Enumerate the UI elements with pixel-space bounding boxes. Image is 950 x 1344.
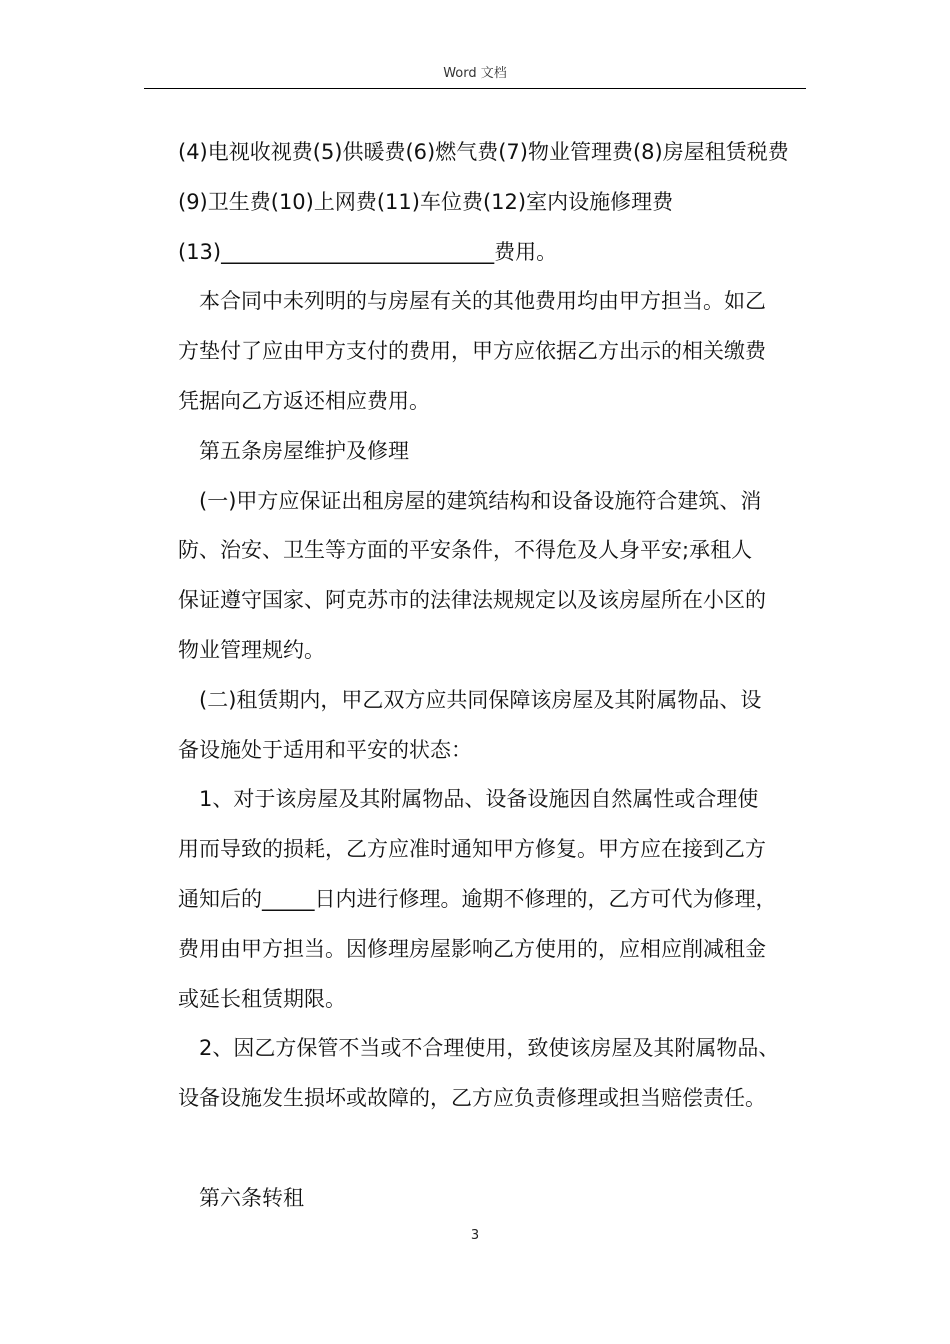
paragraph-spacer xyxy=(178,1124,818,1174)
section-heading: 第六条转租 xyxy=(199,1185,304,1210)
paragraph-line: (一)甲方应保证出租房屋的建筑结构和设备设施符合建筑、消 xyxy=(199,488,762,513)
body-line: 物业管理规约。 xyxy=(178,637,325,662)
paragraph-line: 1、对于该房屋及其附属物品、设备设施因自然属性或合理使 xyxy=(199,787,759,812)
header-divider xyxy=(144,88,806,89)
body-line: (4)电视收视费(5)供暖费(6)燃气费(7)物业管理费(8)房屋租赁税费 xyxy=(178,140,789,164)
body-line: (13)__________________________费用。 xyxy=(178,239,558,264)
body-line: 方垫付了应由甲方支付的费用，甲方应依据乙方出示的相关缴费 xyxy=(178,339,766,364)
paragraph-line: (二)租赁期内，甲乙双方应共同保障该房屋及其附属物品、设 xyxy=(199,687,762,712)
body-line: 防、治安、卫生等方面的平安条件，不得危及人身平安;承租人 xyxy=(178,538,753,563)
body-line: 或延长租赁期限。 xyxy=(178,986,346,1011)
body-line: 设备设施发生损坏或故障的，乙方应负责修理或担当赔偿责任。 xyxy=(178,1086,766,1111)
section-heading: 第五条房屋维护及修理 xyxy=(199,438,409,463)
body-line: 备设施处于适用和平安的状态： xyxy=(178,737,472,762)
body-line: 凭据向乙方返还相应费用。 xyxy=(178,388,430,413)
body-line: 费用由甲方担当。因修理房屋影响乙方使用的，应相应削减租金 xyxy=(178,936,766,961)
body-line: 保证遵守国家、阿克苏市的法律法规规定以及该房屋所在小区的 xyxy=(178,588,766,613)
page-number: 3 xyxy=(470,1228,480,1243)
body-line: 用而导致的损耗，乙方应准时通知甲方修复。甲方应在接到乙方 xyxy=(178,837,766,862)
document-body xyxy=(178,128,818,1224)
body-line: (9)卫生费(10)上网费(11)车位费(12)室内设施修理费 xyxy=(178,189,674,214)
paragraph-line: 本合同中未列明的与房屋有关的其他费用均由甲方担当。如乙 xyxy=(199,289,766,314)
paragraph-line: 2、因乙方保管不当或不合理使用，致使该房屋及其附属物品、 xyxy=(199,1036,780,1061)
body-line: 通知后的_____日内进行修理。逾期不修理的，乙方可代为修理， xyxy=(178,886,777,911)
document-header: Word 文档 xyxy=(443,66,507,81)
